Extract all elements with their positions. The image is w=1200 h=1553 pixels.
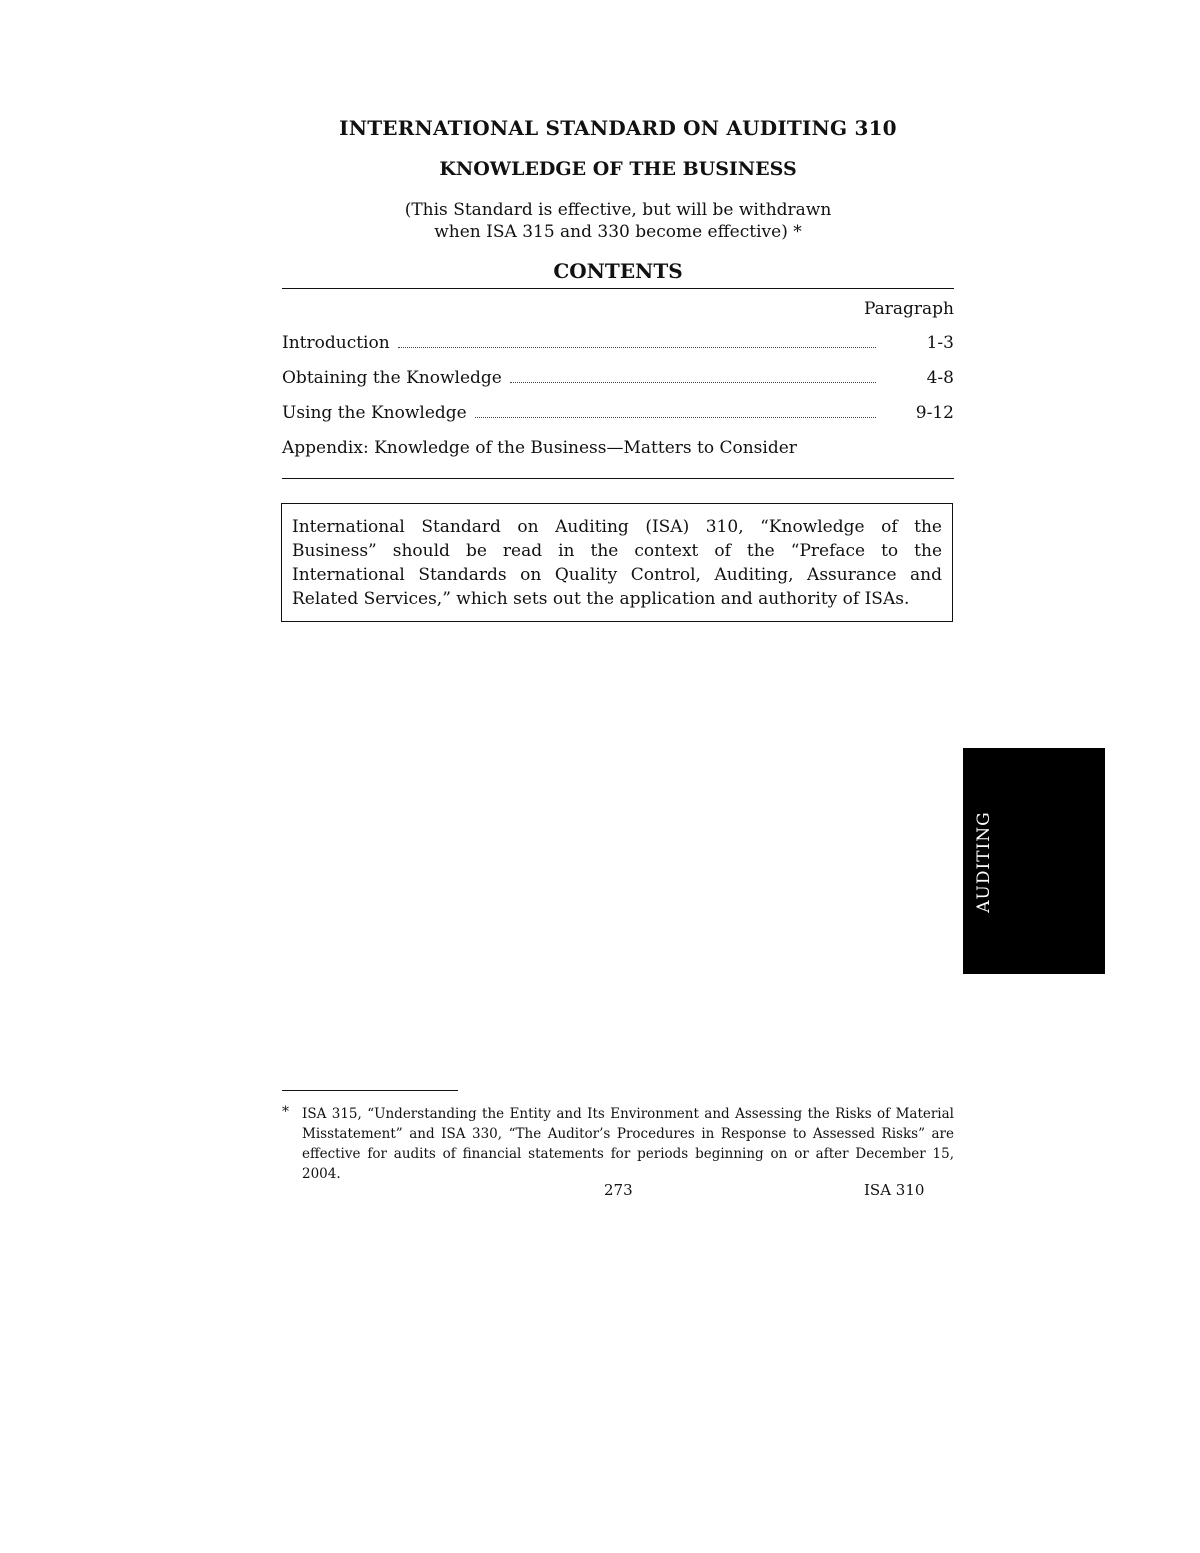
toc-entry-introduction[interactable] bbox=[282, 333, 954, 368]
table-of-contents bbox=[282, 333, 954, 473]
toc-entry-paragraphs: 1-3 bbox=[926, 333, 954, 353]
toc-entry-appendix[interactable] bbox=[282, 438, 954, 473]
footnote bbox=[282, 1104, 954, 1184]
page-subtitle: KNOWLEDGE OF THE BUSINESS bbox=[439, 158, 797, 180]
toc-entry-label: Using the Knowledge bbox=[282, 403, 467, 423]
toc-entry-label: Obtaining the Knowledge bbox=[282, 368, 502, 388]
toc-entry-label: Appendix: Knowledge of the Business—Matters to Consider bbox=[282, 438, 797, 458]
page-title: INTERNATIONAL STANDARD ON AUDITING 310 bbox=[339, 116, 897, 140]
footnote-marker: * bbox=[282, 1104, 289, 1120]
effectivity-line-1: (This Standard is effective, but will be withdrawn bbox=[404, 200, 832, 220]
running-footer: ISA 310 bbox=[864, 1181, 925, 1199]
effectivity-line-2: when ISA 315 and 330 become effective) * bbox=[434, 222, 802, 242]
toc-entry-using-knowledge[interactable] bbox=[282, 403, 954, 438]
preface-notice-box: International Standard on Auditing (ISA) 310, “Knowledge of the Business” should be read in the context of the “Preface to the International Standards on Quality Control, Auditing, Assurance and Related Services,” which sets out the application and authority of ISAs. bbox=[281, 503, 953, 622]
paragraph-column-header: Paragraph bbox=[863, 299, 954, 319]
contents-heading: CONTENTS bbox=[553, 259, 683, 283]
effectivity-note bbox=[282, 199, 954, 243]
toc-leader-dots bbox=[510, 381, 876, 383]
contents-top-rule bbox=[282, 288, 954, 289]
toc-leader-dots bbox=[398, 346, 876, 348]
toc-entry-paragraphs: 4-8 bbox=[926, 368, 954, 388]
page-number: 273 bbox=[604, 1181, 633, 1199]
contents-bottom-rule bbox=[282, 478, 954, 479]
toc-leader-dots bbox=[475, 416, 876, 418]
toc-entry-obtaining-knowledge[interactable] bbox=[282, 368, 954, 403]
toc-entry-label: Introduction bbox=[282, 333, 390, 353]
footnote-rule bbox=[282, 1090, 458, 1091]
toc-entry-paragraphs: 9-12 bbox=[915, 403, 954, 423]
footnote-text: ISA 315, “Understanding the Entity and Its Environment and Assessing the Risks of Material Misstatement” and ISA 330, “The Auditor’s Procedures in Response to Assessed Risks” are effective for audits of financial statements for periods beginning on or after December 15, 2004. bbox=[302, 1106, 954, 1182]
section-tab-label: AUDITING bbox=[974, 811, 994, 913]
